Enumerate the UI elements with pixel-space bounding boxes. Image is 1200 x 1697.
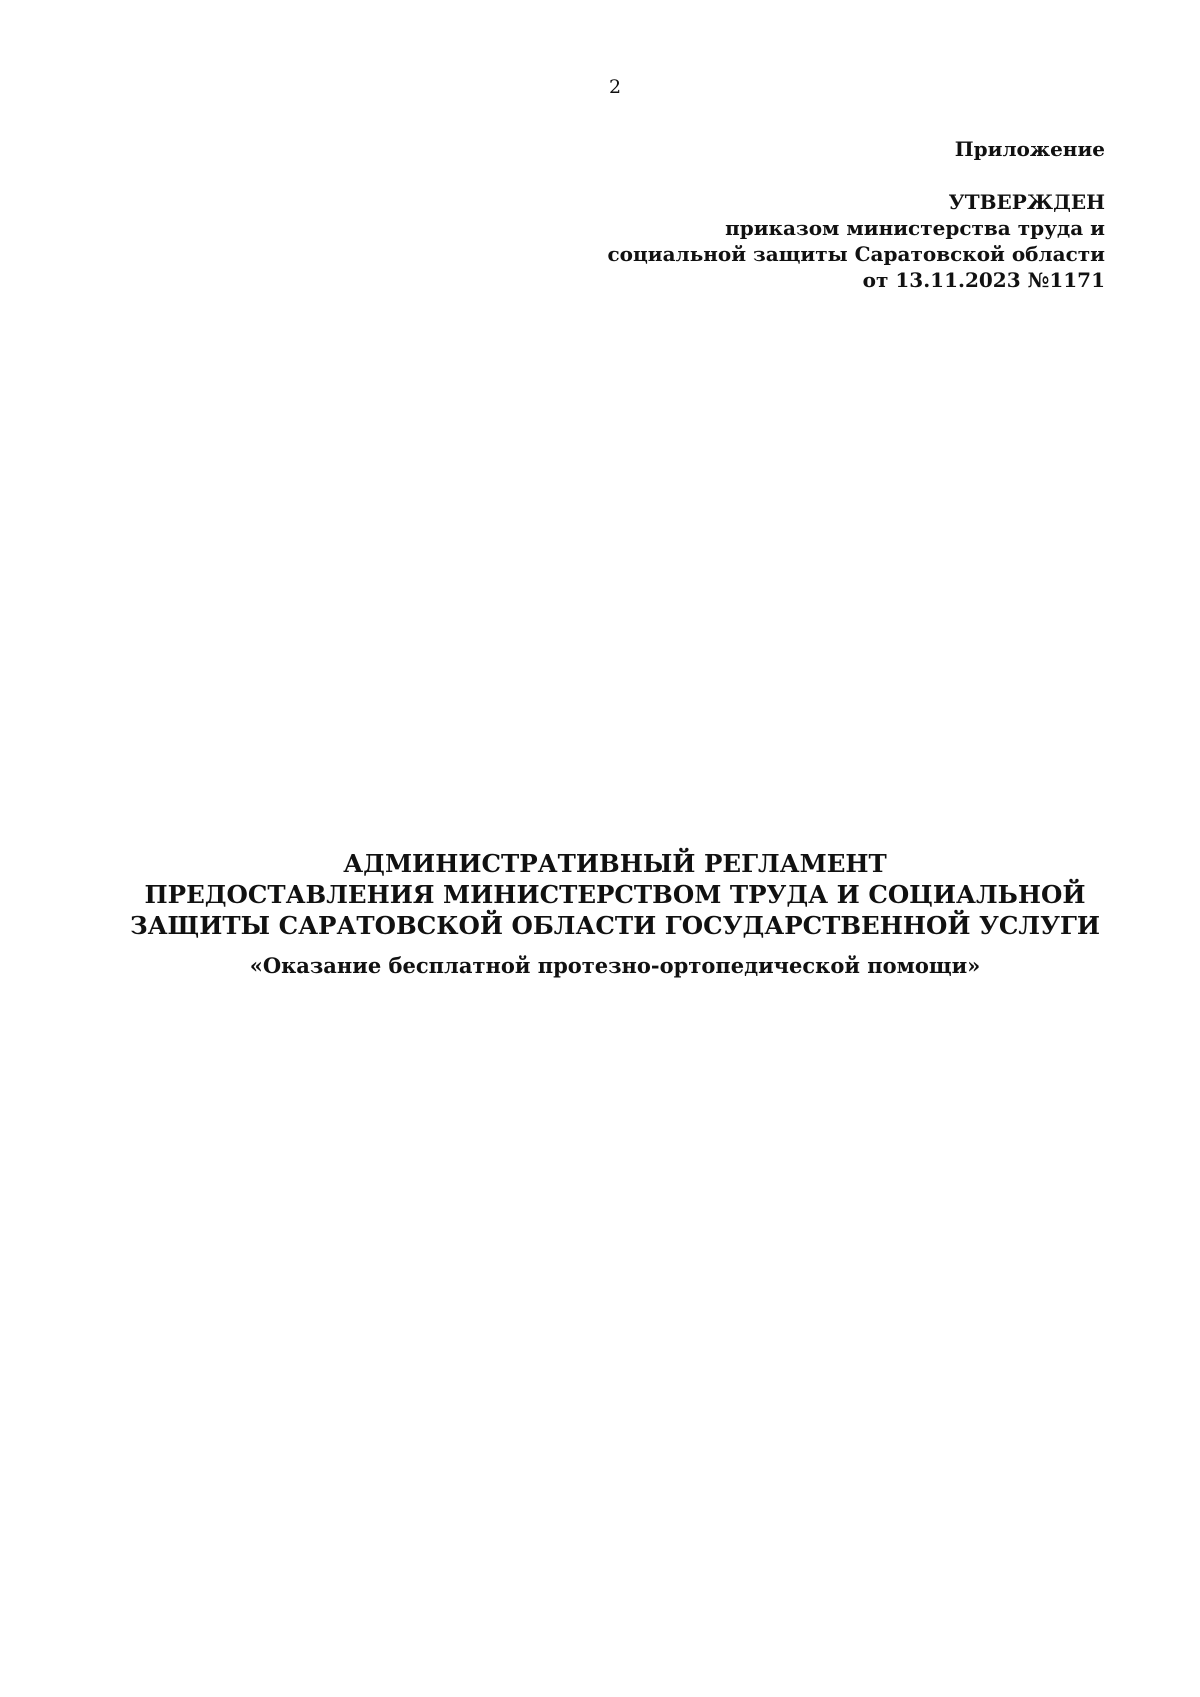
approved-label: УТВЕРЖДЕН (948, 190, 1105, 214)
document-title-line-3: ЗАЩИТЫ САРАТОВСКОЙ ОБЛАСТИ ГОСУДАРСТВЕННОЙ УСЛУГИ (129, 911, 1101, 940)
document-title-line-1: АДМИНИСТРАТИВНЫЙ РЕГЛАМЕНТ (343, 849, 887, 878)
document-subtitle: «Оказание бесплатной протезно-ортопедической помощи» (249, 953, 981, 978)
document-title-block (0, 848, 1200, 979)
approval-stamp-block (505, 136, 1105, 293)
document-title-line-2: ПРЕДОСТАВЛЕНИЯ МИНИСТЕРСТВОМ ТРУДА И СОЦИАЛЬНОЙ (144, 880, 1086, 909)
approval-date-number-line: от 13.11.2023 №1171 (862, 268, 1105, 292)
approval-order-line: приказом министерства труда и (725, 216, 1105, 240)
page-number: 2 (608, 76, 622, 98)
annex-label: Приложение (954, 137, 1105, 161)
approval-ministry-line: социальной защиты Саратовской области (607, 242, 1105, 266)
